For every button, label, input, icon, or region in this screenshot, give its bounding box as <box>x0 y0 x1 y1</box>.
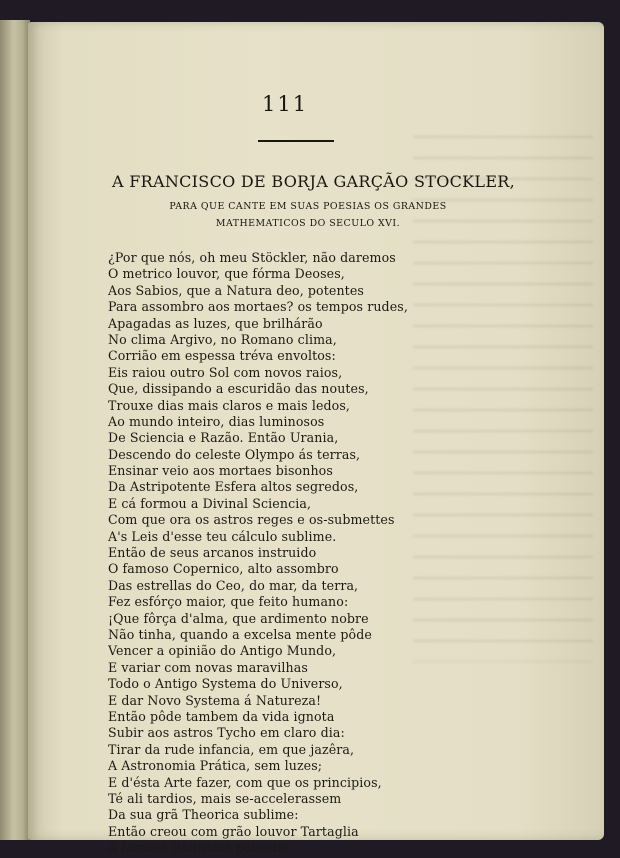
verse-line: Descendo do celeste Olympo ás terras, <box>108 446 361 462</box>
poem-subtitle-line-1: PARA QUE CANTE EM SUAS POESIAS OS GRANDES <box>169 201 447 212</box>
verse-line: Corrião em espessa tréva envoltos: <box>108 348 336 364</box>
verse-line: O famoso Copernico, alto assombro <box>108 561 339 577</box>
verse-line: A famosa Ballistica potente; <box>108 840 290 856</box>
verse-line: Té ali tardios, mais se-accelerassem <box>108 790 342 806</box>
verse-line: Com que ora os astros reges e os-submettes <box>108 512 395 528</box>
verse-line: Apagadas as luzes, que brilhárão <box>108 315 323 331</box>
verse-line: E cá formou a Divinal Sciencia, <box>108 495 312 511</box>
verse-line: ¿Por que nós, oh meu Stöckler, não daremos <box>108 250 396 265</box>
header-rule <box>258 140 334 142</box>
verse-line: Das estrellas do Ceo, do mar, da terra, <box>108 577 359 593</box>
poem-verses <box>108 250 428 856</box>
verse-line: Ensinar veio aos mortaes bisonhos <box>108 463 333 479</box>
verse-line: Todo o Antigo Systema do Universo, <box>108 676 343 692</box>
verse-line: De Sciencia e Razão. Então Urania, <box>108 430 339 446</box>
verse-line: Então pôde tambem da vida ignota <box>108 708 335 724</box>
verse-line: Trouxe dias mais claros e mais ledos, <box>108 397 351 413</box>
verse-line: E variar com novas maravilhas <box>108 659 308 675</box>
verse-line: Da Astripotente Esfera altos segredos, <box>108 479 359 495</box>
verse-line: E dar Novo Systema á Natureza! <box>108 692 322 708</box>
verse-line: No clima Argivo, no Romano clima, <box>108 331 337 347</box>
verse-line: Tirar da rude infancia, em que jazêra, <box>108 741 355 757</box>
verse-line: Então de seus arcanos instruido <box>108 545 317 561</box>
verse-line: Subir aos astros Tycho em claro dia: <box>108 725 345 741</box>
book-spine <box>0 20 30 840</box>
verse-line: Vencer a opinião do Antigo Mundo, <box>108 643 337 659</box>
verse-line: A's Leis d'esse teu cálculo sublime. <box>108 528 337 544</box>
poem-subtitle-line-2: MATHEMATICOS DO SECULO XVI. <box>215 218 401 229</box>
verse-line: Que, dissipando a escuridão das noutes, <box>108 381 369 397</box>
page-number: 111 <box>262 92 309 116</box>
verse-line: Então creou com grão louvor Tartaglia <box>108 823 359 839</box>
verse-line: Não tinha, quando a excelsa mente pôde <box>108 626 372 642</box>
verse-line: ¡Que fôrça d'alma, que ardimento nobre <box>108 610 369 626</box>
verse-line: O metrico louvor, que fórma Deoses, <box>108 266 345 282</box>
verse-line: Fez esfórço maior, que feito humano: <box>108 594 349 610</box>
verse-line: Ao mundo inteiro, dias luminosos <box>108 413 325 429</box>
verse-line: Aos Sabios, que a Natura deo, potentes <box>108 282 364 298</box>
verse-line: A Astronomia Prática, sem luzes; <box>108 758 323 774</box>
verse-line: Para assombro aos mortaes? os tempos rudes, <box>108 299 408 315</box>
book-page <box>28 22 604 856</box>
poem-title: A FRANCISCO DE BORJA GARÇÃO STOCKLER, <box>112 172 516 191</box>
verse-line: Da sua grã Theorica sublime: <box>108 807 299 823</box>
verse-line: Eis raiou outro Sol com novos raios, <box>108 364 343 380</box>
verse-line: E d'ésta Arte fazer, com que os principios, <box>108 774 382 790</box>
